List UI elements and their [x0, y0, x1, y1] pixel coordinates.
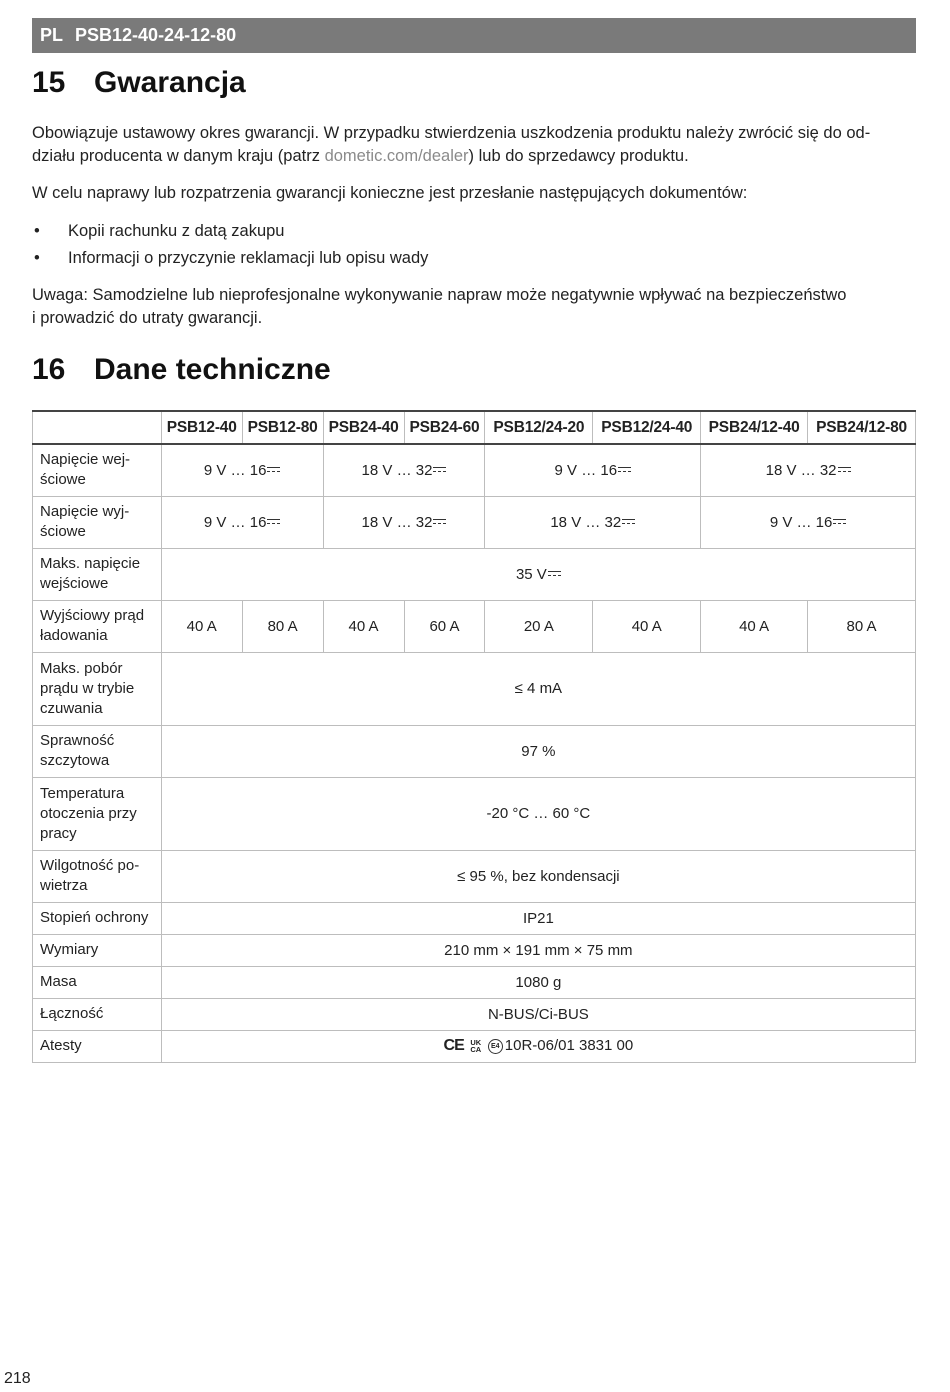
warranty-text-line2-end: ) lub do sprzedawcy produktu. [468, 147, 689, 165]
table-cell: 9 V … 16 [161, 496, 323, 548]
column-header: PSB12-40 [161, 411, 242, 444]
ce-mark-icon: CE [443, 1037, 464, 1055]
table-cell: 18 V … 32 [323, 444, 485, 496]
table-cell: IP21 [161, 902, 915, 934]
row-label: Maks. pobór prądu w trybie czuwania [33, 652, 162, 725]
dc-symbol-icon [618, 467, 631, 473]
row-label: Wymiary [33, 934, 162, 966]
table-cell: 40 A [593, 600, 701, 652]
ukca-mark-icon: UK CA [470, 1038, 482, 1055]
warranty-paragraph [32, 122, 916, 168]
table-row [33, 902, 916, 934]
table-cell: -20 °C … 60 °C [161, 777, 915, 850]
list-item-text: Kopii rachunku z datą zakupu [68, 222, 285, 240]
column-header: PSB24-40 [323, 411, 404, 444]
documents-list [32, 220, 428, 274]
dc-symbol-icon [267, 467, 280, 473]
row-label: Temperatura otoczenia przy pracy [33, 777, 162, 850]
approval-number: 10R-06/01 3831 00 [504, 1036, 634, 1054]
table-cell: 80 A [808, 600, 916, 652]
bullet-icon: • [34, 249, 40, 267]
table-cell: 80 A [242, 600, 323, 652]
row-label: Łączność [33, 998, 162, 1030]
table-cell: ≤ 95 %, bez kondensacji [161, 850, 915, 902]
bullet-icon: • [34, 222, 40, 240]
table-header-row [33, 411, 916, 444]
section-heading-warranty [32, 66, 246, 100]
table-row [33, 850, 916, 902]
warranty-text-line2: działu producenta w danym kraju (patrz [32, 147, 325, 165]
table-cell: 1080 g [161, 966, 915, 998]
list-item [32, 220, 428, 247]
table-row [33, 777, 916, 850]
table-row [33, 725, 916, 777]
table-row [33, 1030, 916, 1062]
dealer-link[interactable]: dometic.com/dealer [324, 147, 469, 165]
table-cell: 40 A [161, 600, 242, 652]
table-row [33, 966, 916, 998]
warranty-text-line1: Obowiązuje ustawowy okres gwarancji. W przypadku stwierdzenia uszkodzenia produktu należy zwrócić się do od- [32, 124, 871, 142]
section-heading-technical-data [32, 353, 331, 387]
column-header: PSB24/12-80 [808, 411, 916, 444]
table-cell: 40 A [323, 600, 404, 652]
table-cell: 18 V … 32 [701, 444, 916, 496]
dc-symbol-icon [838, 467, 851, 473]
note-paragraph [32, 284, 916, 330]
table-cell: 35 V [161, 548, 915, 600]
e-mark-icon: E4 [488, 1039, 503, 1054]
table-cell [161, 1030, 915, 1062]
section-number: 16 [32, 353, 66, 386]
table-row [33, 496, 916, 548]
document-header-bar [32, 18, 916, 53]
column-header: PSB24-60 [404, 411, 485, 444]
language-code: PL [40, 25, 64, 45]
list-item-text: Informacji o przyczynie reklamacji lub opisu wady [68, 249, 429, 267]
dc-symbol-icon [267, 519, 280, 525]
dc-symbol-icon [622, 519, 635, 525]
table-cell: 9 V … 16 [485, 444, 701, 496]
row-label: Wyjściowy prąd ładowania [33, 600, 162, 652]
row-label: Napięcie wej- ściowe [33, 444, 162, 496]
table-row [33, 652, 916, 725]
section-number: 15 [32, 66, 66, 99]
table-cell: 20 A [485, 600, 593, 652]
row-label: Napięcie wyj- ściowe [33, 496, 162, 548]
table-cell: 60 A [404, 600, 485, 652]
section-title: Gwarancja [94, 66, 246, 99]
row-label: Masa [33, 966, 162, 998]
dc-symbol-icon [833, 519, 846, 525]
column-header: PSB12-80 [242, 411, 323, 444]
model-name: PSB12-40-24-12-80 [75, 25, 237, 45]
row-label: Wilgotność po- wietrza [33, 850, 162, 902]
table-cell: 97 % [161, 725, 915, 777]
column-header: PSB12/24-40 [593, 411, 701, 444]
note-text-line2: i prowadzić do utraty gwarancji. [32, 309, 263, 327]
note-text-line1: Uwaga: Samodzielne lub nieprofesjonalne wykonywanie napraw może negatywnie wpływać na bezpieczeństwo [32, 286, 847, 304]
table-cell: ≤ 4 mA [161, 652, 915, 725]
row-label: Maks. napięcie wejściowe [33, 548, 162, 600]
table-row [33, 444, 916, 496]
page-number: 218 [4, 1370, 31, 1387]
table-cell: 9 V … 16 [161, 444, 323, 496]
row-label: Stopień ochrony [33, 902, 162, 934]
table-cell: 210 mm × 191 mm × 75 mm [161, 934, 915, 966]
list-item [32, 247, 428, 274]
table-cell: N-BUS/Ci-BUS [161, 998, 915, 1030]
dc-symbol-icon [433, 467, 446, 473]
column-header: PSB12/24-20 [485, 411, 593, 444]
documents-paragraph: W celu naprawy lub rozpatrzenia gwarancji konieczne jest przesłanie następujących dokumentów: [32, 184, 748, 202]
row-label: Atesty [33, 1030, 162, 1062]
dc-symbol-icon [433, 519, 446, 525]
table-cell: 18 V … 32 [323, 496, 485, 548]
column-header: PSB24/12-40 [701, 411, 808, 444]
table-row [33, 998, 916, 1030]
table-cell: 40 A [701, 600, 808, 652]
section-title: Dane techniczne [94, 353, 331, 386]
table-header-empty [33, 411, 162, 444]
certification-marks [444, 1037, 503, 1055]
table-row [33, 934, 916, 966]
row-label: Sprawność szczytowa [33, 725, 162, 777]
technical-data-table [32, 410, 916, 1063]
table-row [33, 548, 916, 600]
table-cell: 9 V … 16 [701, 496, 916, 548]
dc-symbol-icon [548, 571, 561, 577]
table-cell: 18 V … 32 [485, 496, 701, 548]
table-row [33, 600, 916, 652]
